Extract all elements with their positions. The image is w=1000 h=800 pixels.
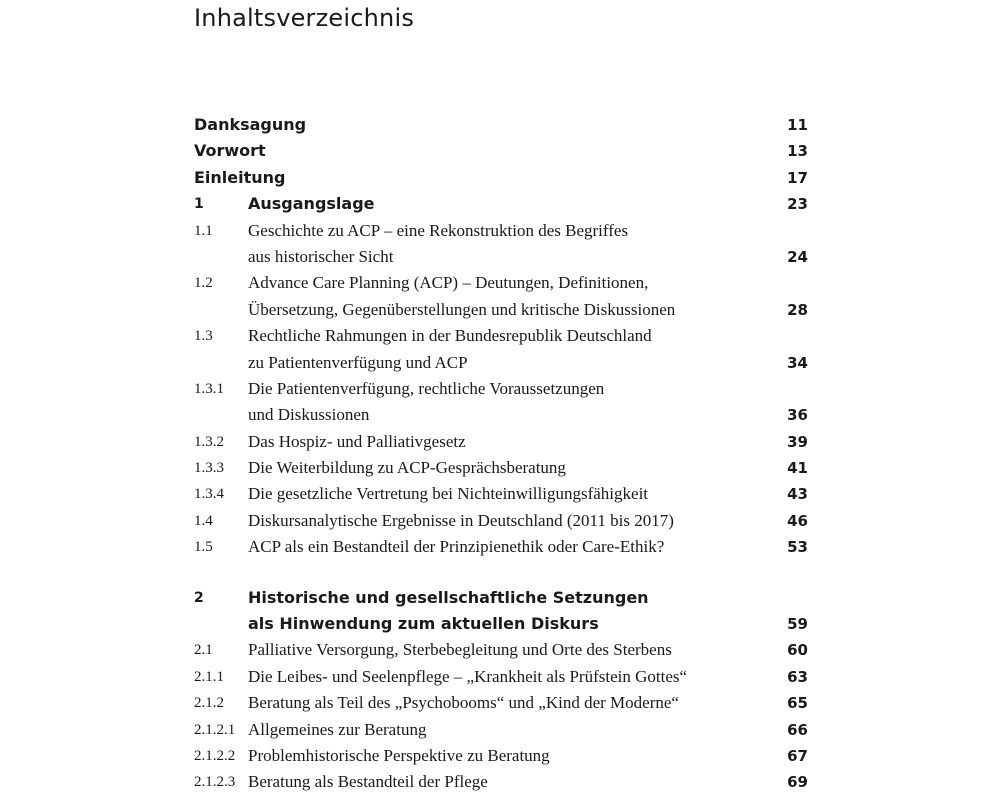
toc-entry-title: Die gesetzliche Vertretung bei Nichteinwilligungsfähigkeit — [248, 484, 649, 504]
toc-entry-page: 65 — [787, 694, 808, 713]
toc-entry-title: Problemhistorische Perspektive zu Beratung — [248, 745, 550, 765]
toc-entry-page: 46 — [787, 511, 808, 530]
toc-entry — [194, 534, 814, 560]
toc-entry-page: 28 — [787, 300, 808, 319]
toc-entry — [194, 637, 814, 663]
toc-entry — [194, 481, 814, 507]
toc-entry-page: 34 — [787, 353, 808, 372]
toc-entry-title: Die Weiterbildung zu ACP-Gesprächsberatung — [248, 458, 566, 478]
toc-entry-title: Advance Care Planning (ACP) – Deutungen, Definitionen, — [248, 273, 649, 293]
toc-entry-number: 1.3.2 — [194, 433, 224, 450]
toc-entry-number: 1.5 — [194, 539, 213, 556]
toc-entry — [194, 508, 814, 534]
toc-entry-title: Diskursanalytische Ergebnisse in Deutschland (2011 bis 2017) — [248, 510, 674, 530]
toc-entry-title: ACP als ein Bestandteil der Prinzipienethik oder Care-Ethik? — [248, 537, 665, 557]
toc-entry-page: 69 — [787, 773, 808, 792]
toc-entry-page: 11 — [787, 116, 808, 134]
toc-entry-title: Die Leibes- und Seelenpflege – „Krankheit als Prüfstein Gottes“ — [248, 666, 688, 686]
section-gap — [194, 561, 814, 585]
toc-entry — [194, 664, 814, 690]
toc-entry-number: 1.3.1 — [194, 380, 224, 397]
toc-entry — [194, 429, 814, 455]
toc-entry-number: 1.3.3 — [194, 460, 224, 477]
toc-entry — [194, 270, 814, 296]
toc-entry-title: Einleitung — [194, 167, 286, 187]
toc-entry-title: Historische und gesellschaftliche Setzungen — [248, 587, 649, 607]
toc-entry-page: 67 — [787, 746, 808, 765]
toc-entry-number: 1.4 — [194, 512, 213, 529]
toc-entry-page: 17 — [787, 168, 808, 187]
toc-entry-number: 2.1.2 — [194, 695, 224, 712]
toc-entry — [194, 690, 814, 716]
toc-entry — [194, 323, 814, 349]
toc-entry-title: Rechtliche Rahmungen in der Bundesrepublik Deutschland — [248, 326, 652, 346]
toc-entry-page: 24 — [787, 247, 808, 266]
toc-entry-page: 63 — [787, 667, 808, 686]
page-title: Inhaltsverzeichnis — [194, 4, 415, 32]
toc-entry-page: 13 — [787, 142, 808, 161]
toc-entry-page: 23 — [787, 195, 808, 214]
toc-entry-title-cont: Übersetzung, Gegenüberstellungen und kritische Diskussionen — [248, 299, 676, 319]
toc-entry-title: Allgemeines zur Beratung — [248, 719, 427, 739]
toc-entry-number: 2 — [194, 589, 204, 606]
toc-chapter-2 — [194, 585, 814, 611]
toc-entry-number: 2.1.2.3 — [194, 774, 236, 791]
toc-entry-vorwort — [194, 138, 814, 164]
toc-entry-page: 53 — [787, 538, 808, 557]
toc-chapter-2-continuation — [194, 611, 814, 637]
toc-entry-number: 1.2 — [194, 275, 213, 292]
toc-entry-title-cont: zu Patientenverfügung und ACP — [248, 352, 468, 372]
toc-entry — [194, 218, 814, 244]
toc-entry-continuation — [194, 244, 814, 270]
toc-entry-number: 2.1.1 — [194, 668, 224, 685]
toc-entry-title-cont: als Hinwendung zum aktuellen Diskurs — [248, 614, 599, 634]
toc-entry-page: 39 — [787, 432, 808, 451]
toc-chapter-1 — [194, 191, 814, 217]
toc-entry-title: Danksagung — [194, 115, 307, 134]
toc-entry-number: 2.1 — [194, 642, 213, 659]
toc-entry-title: Beratung als Bestandteil der Pflege — [248, 772, 488, 792]
toc-entry-page: 66 — [787, 720, 808, 739]
toc-entry-page: 36 — [787, 406, 808, 425]
toc-entry-page: 43 — [787, 485, 808, 504]
toc-entry-title-cont: aus historischer Sicht — [248, 246, 394, 266]
toc-entry-title: Geschichte zu ACP – eine Rekonstruktion des Begriffes — [248, 220, 629, 240]
toc-entry-continuation — [194, 297, 814, 323]
toc-entry-page: 59 — [787, 615, 808, 634]
toc-entry-number: 1.3.4 — [194, 486, 224, 503]
toc-entry-title-cont: und Diskussionen — [248, 405, 370, 425]
toc-entry-continuation — [194, 350, 814, 376]
toc-entry-number: 2.1.2.1 — [194, 721, 236, 738]
toc-entry-continuation — [194, 402, 814, 428]
toc-entry — [194, 455, 814, 481]
toc-entry-number: 2.1.2.2 — [194, 747, 236, 764]
toc-entry-title: Palliative Versorgung, Sterbebegleitung und Orte des Sterbens — [248, 640, 672, 660]
toc-entry-number: 1.1 — [194, 222, 213, 239]
toc-entry-title: Vorwort — [194, 141, 266, 161]
toc-entry-page: 60 — [787, 641, 808, 660]
toc-entry — [194, 376, 814, 402]
toc-entry-title: Die Patientenverfügung, rechtliche Voraussetzungen — [248, 378, 605, 398]
toc-entry — [194, 743, 814, 769]
toc-entry-page: 41 — [787, 459, 808, 478]
toc-entry-title: Beratung als Teil des „Psychobooms“ und „Kind der Moderne“ — [248, 693, 679, 713]
toc-entry-einleitung — [194, 165, 814, 191]
table-of-contents — [194, 112, 814, 796]
toc-entry — [194, 717, 814, 743]
toc-entry — [194, 769, 814, 795]
toc-entry-number: 1 — [194, 196, 204, 213]
toc-entry-danksagung — [194, 112, 814, 138]
toc-entry-title: Ausgangslage — [248, 194, 375, 214]
toc-entry-number: 1.3 — [194, 328, 213, 345]
toc-entry-title: Das Hospiz- und Palliativgesetz — [248, 431, 466, 451]
